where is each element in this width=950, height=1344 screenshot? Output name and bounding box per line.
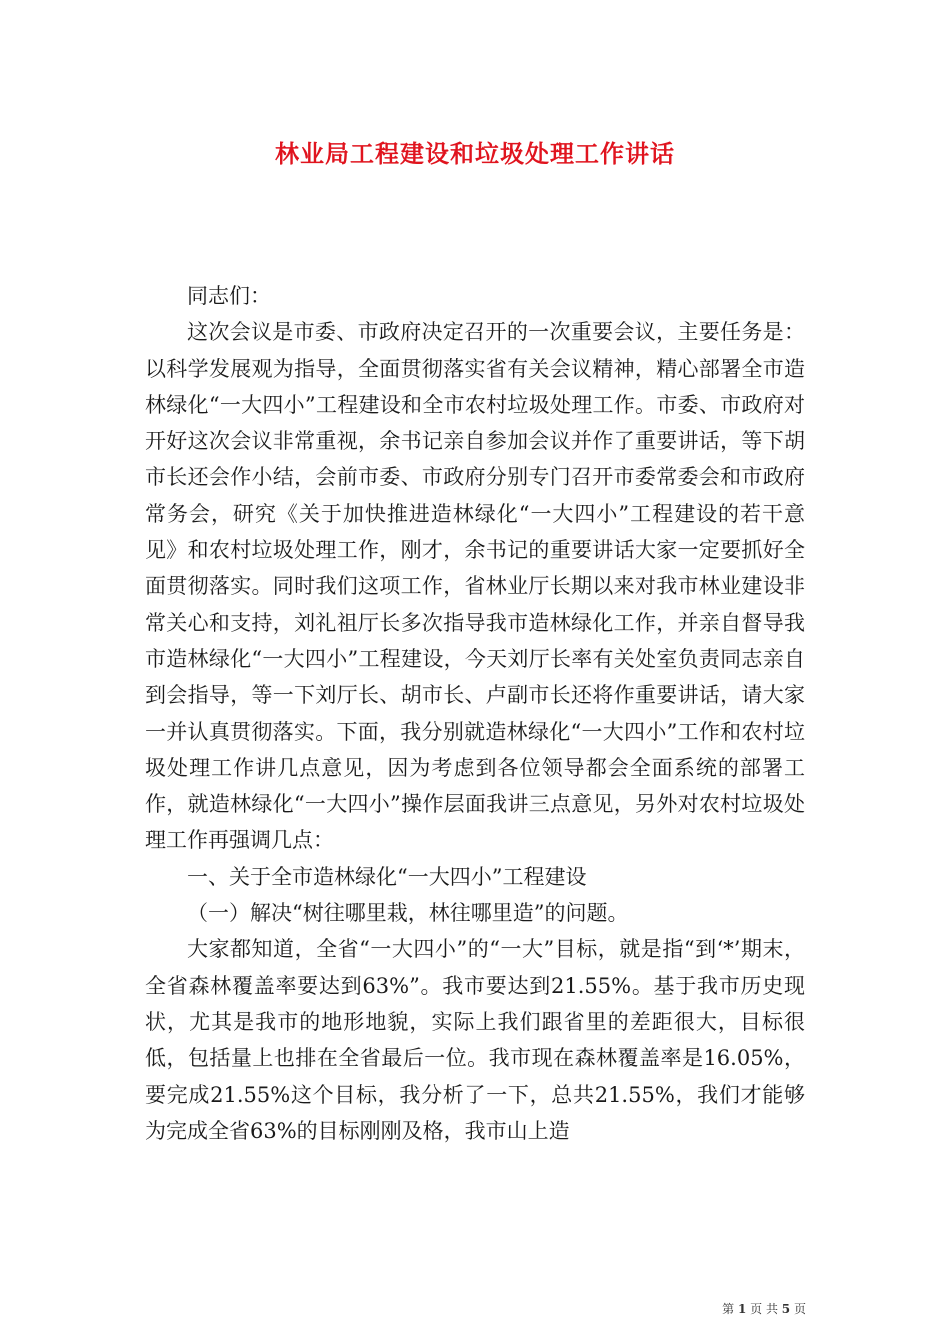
salutation-paragraph: 同志们： [187, 284, 271, 308]
footer-suffix: 页 [793, 1302, 806, 1316]
body-paragraph: 大家都知道，全省“一大四小”的“一大”目标，就是指“到‘*’期末，全省森林覆盖率要达到63%”。我市要达到21.55%。基于我市历史现状，尤其是我市的地形地貌，实际上我们跟省里的差距很大，目标很低，包括量上也排在全省最后一位。我市现在森林覆盖率是16.05%，要完成21.55%这个目标，我分析了一下，总共21.55%，我们才能够为完成全省63%的目标刚刚及格，我市山上造 [145, 937, 805, 1143]
document-title: 林业局工程建设和垃圾处理工作讲话 [275, 139, 675, 168]
footer-current-page: 1 [737, 1302, 747, 1316]
document-body [145, 278, 805, 1149]
intro-paragraph: 这次会议是市委、市政府决定召开的一次重要会议，主要任务是：以科学发展观为指导，全面贯彻落实省有关会议精神，精心部署全市造林绿化“一大四小”工程建设和全市农村垃圾处理工作。市委、市政府对开好这次会议非常重视，余书记亲自参加会议并作了重要讲话，等下胡市长还会作小结，会前市委、市政府分别专门召开市委常委会和市政府常务会，研究《关于加快推进造林绿化“一大四小”工程建设的若干意见》和农村垃圾处理工作，刚才，余书记的重要讲话大家一定要抓好全面贯彻落实。同时我们这项工作，省林业厅长期以来对我市林业建设非常关心和支持，刘礼祖厅长多次指导我市造林绿化工作，并亲自督导我市造林绿化“一大四小”工程建设，今天刘厅长率有关处室负责同志亲自到会指导，等一下刘厅长、胡市长、卢副市长还将作重要讲话，请大家一并认真贯彻落实。下面，我分别就造林绿化“一大四小”工作和农村垃圾处理工作讲几点意见，因为考虑到各位领导都会全面系统的部署工作，就造林绿化“一大四小”操作层面我讲三点意见，另外对农村垃圾处理工作再强调几点： [145, 320, 805, 853]
footer-total-pages: 5 [781, 1302, 791, 1316]
section-heading: 一、关于全市造林绿化“一大四小”工程建设 [187, 864, 587, 889]
subsection-heading: （一）解决“树往哪里栽，林往哪里造”的问题。 [187, 901, 629, 926]
footer-prefix: 第 [722, 1302, 735, 1316]
footer-middle: 页 共 [750, 1302, 778, 1316]
page-number-footer [722, 1300, 806, 1317]
